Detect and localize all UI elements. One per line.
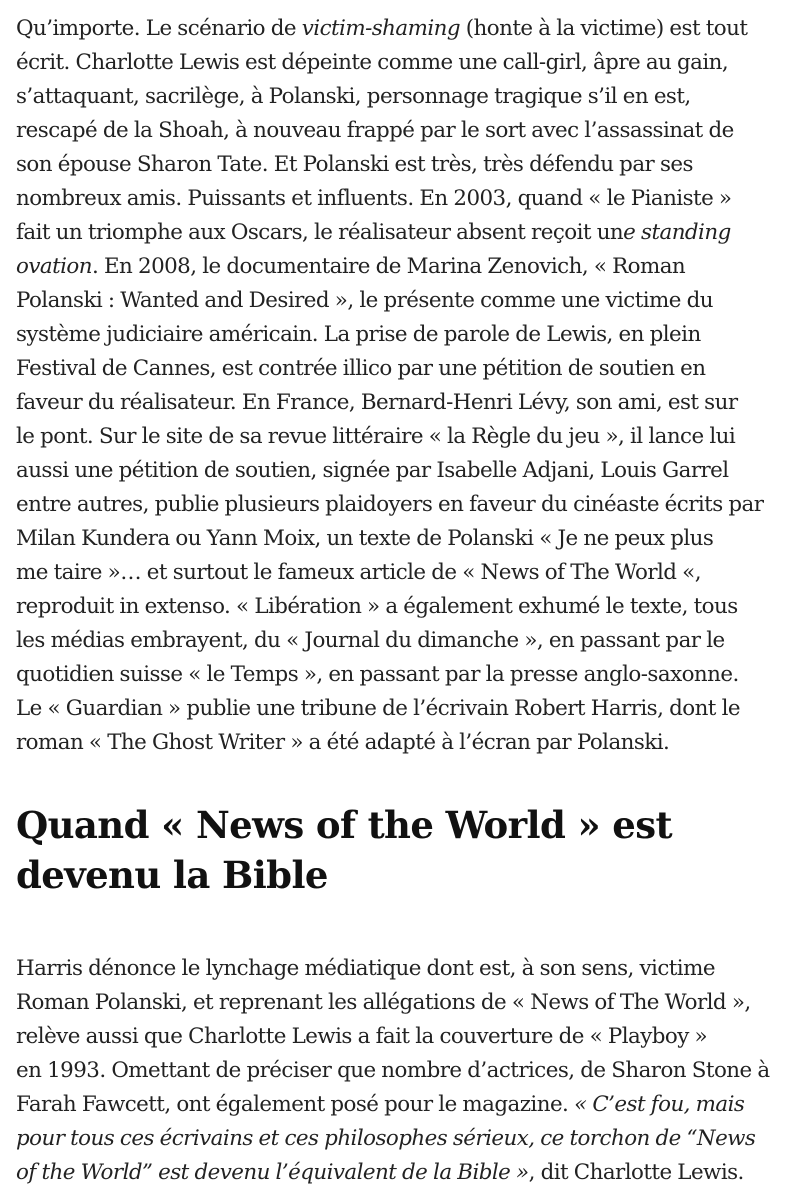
text-run: Farah Fawcett, ont également posé pour le magazine. bbox=[16, 1092, 575, 1117]
text-line bbox=[16, 1088, 796, 1122]
text-line: relève aussi que Charlotte Lewis a fait la couverture de « Playboy » bbox=[16, 1024, 708, 1049]
text-line: faveur du réalisateur. En France, Bernard-Henri Lévy, son ami, est sur bbox=[16, 390, 738, 415]
quote-text: of the World” est devenu l’équivalent de la Bible » bbox=[16, 1160, 529, 1185]
paragraph-2 bbox=[16, 952, 796, 1190]
text-line: nombreux amis. Puissants et influents. En 2003, quand « le Pianiste » bbox=[16, 186, 732, 211]
text-run: . En 2008, le documentaire de Marina Zenovich, « Roman bbox=[91, 254, 686, 279]
heading-line: Quand « News of the World » est bbox=[16, 803, 672, 847]
text-run: Qu’importe. Le scénario de bbox=[16, 16, 302, 41]
text-line: les médias embrayent, du « Journal du dimanche », en passant par le bbox=[16, 628, 725, 653]
text-line: aussi une pétition de soutien, signée par Isabelle Adjani, Louis Garrel bbox=[16, 458, 729, 483]
text-line: Harris dénonce le lynchage médiatique dont est, à son sens, victime bbox=[16, 956, 715, 981]
text-line: système judiciaire américain. La prise de parole de Lewis, en plein bbox=[16, 322, 701, 347]
text-line: Milan Kundera ou Yann Moix, un texte de Polanski « Je ne peux plus bbox=[16, 526, 714, 551]
text-line: roman « The Ghost Writer » a été adapté à l’écran par Polanski. bbox=[16, 730, 670, 755]
article-body bbox=[16, 12, 796, 1190]
text-line: écrit. Charlotte Lewis est dépeinte comme une call-girl, âpre au gain, bbox=[16, 50, 729, 75]
text-line: Roman Polanski, et reprenant les allégations de « News of The World », bbox=[16, 990, 751, 1015]
text-line: Festival de Cannes, est contrée illico par une pétition de soutien en bbox=[16, 356, 706, 381]
text-line bbox=[16, 250, 796, 284]
text-run: , dit Charlotte Lewis. bbox=[528, 1160, 744, 1185]
text-line: son épouse Sharon Tate. Et Polanski est très, très défendu par ses bbox=[16, 152, 693, 177]
text-line: le pont. Sur le site de sa revue littéraire « la Règle du jeu », il lance lui bbox=[16, 424, 736, 449]
text-line: entre autres, publie plusieurs plaidoyers en faveur du cinéaste écrits par bbox=[16, 492, 764, 517]
text-run: (honte à la victime) est tout bbox=[460, 16, 748, 41]
heading-line: devenu la Bible bbox=[16, 853, 328, 897]
quote-text: « C’est fou, mais bbox=[574, 1092, 745, 1117]
text-line bbox=[16, 12, 796, 46]
text-line: Le « Guardian » publie une tribune de l’écrivain Robert Harris, dont le bbox=[16, 696, 741, 721]
section-heading bbox=[16, 800, 796, 900]
text-line: rescapé de la Shoah, à nouveau frappé par le sort avec l’assassinat de bbox=[16, 118, 734, 143]
text-line: reproduit in extenso. « Libération » a également exhumé le texte, tous bbox=[16, 594, 738, 619]
text-line: Polanski : Wanted and Desired », le présente comme une victime du bbox=[16, 288, 714, 313]
text-line: quotidien suisse « le Temps », en passant par la presse anglo-saxonne. bbox=[16, 662, 739, 687]
text-line bbox=[16, 1156, 796, 1190]
quote-text: pour tous ces écrivains et ces philosophes sérieux, ce torchon de “News bbox=[16, 1126, 756, 1151]
italic-term: ovation bbox=[16, 254, 92, 279]
italic-term: victim-shaming bbox=[301, 16, 461, 41]
text-line: me taire »… et surtout le fameux article de « News of The World «, bbox=[16, 560, 701, 585]
text-line: en 1993. Omettant de préciser que nombre d’actrices, de Sharon Stone à bbox=[16, 1058, 770, 1083]
text-line bbox=[16, 1122, 796, 1156]
italic-term: e standing bbox=[623, 220, 731, 245]
text-line: s’attaquant, sacrilège, à Polanski, personnage tragique s’il en est, bbox=[16, 84, 691, 109]
paragraph-1 bbox=[16, 12, 796, 760]
text-line bbox=[16, 216, 796, 250]
text-run: fait un triomphe aux Oscars, le réalisateur absent reçoit un bbox=[16, 220, 624, 245]
